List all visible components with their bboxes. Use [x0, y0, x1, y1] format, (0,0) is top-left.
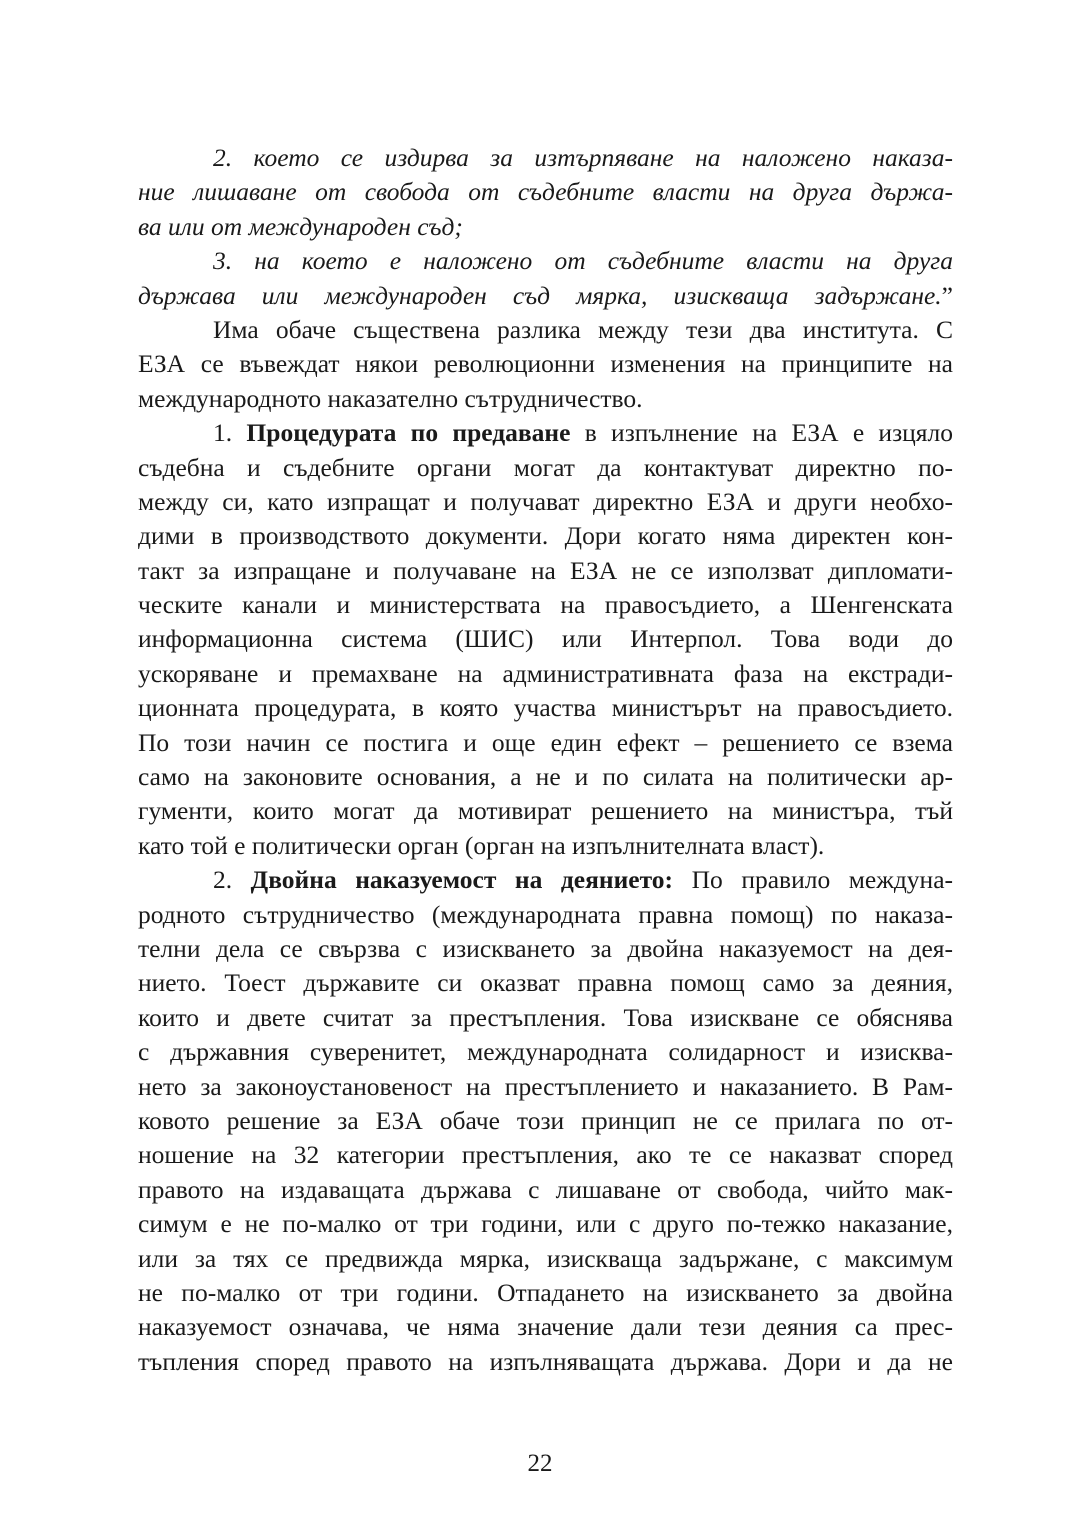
- line-text: ционната процедурата, в която участва министърът на правосъдието.: [138, 693, 953, 723]
- line-text: телни дела се свързва с изискването за двойна наказуемост на дея-: [138, 933, 953, 963]
- line-text: родното сътрудничество (международната правна помощ) по наказа-: [138, 899, 953, 929]
- line-text: ние лишаване от свобода от съдебните власти на друга държа-: [138, 177, 953, 207]
- text-line: [138, 863, 953, 897]
- line-text: или за тях се предвижда мярка, изискваща задържане, с максимум: [138, 1243, 953, 1273]
- text-line: [138, 932, 953, 966]
- line-text: гументи, които могат да мотивират решението на министъра, тъй: [138, 796, 953, 826]
- text-line: [138, 829, 953, 863]
- text-line: [138, 554, 953, 588]
- line-text: ношение на 32 категории престъпления, ако те се наказват според: [138, 1140, 953, 1170]
- line-text: правото на издаващата държава с лишаване от свобода, чийто мак-: [138, 1174, 953, 1204]
- text-line: [138, 691, 953, 725]
- line-text: ЕЗА се въвеждат някои революционни изменения на принципите на: [138, 349, 953, 379]
- item-number: 2.: [213, 865, 251, 895]
- text-line: [138, 898, 953, 932]
- line-text: наказуемост означава, че няма значение дали тези деяния са прес-: [138, 1312, 953, 1342]
- text-line: [138, 279, 953, 313]
- line-text: ческите канали и министерствата на правосъдието, а Шенгенската: [138, 590, 953, 620]
- bold-heading: Процедурата по предаване: [246, 418, 571, 448]
- line-text: информационна система (ШИС) или Интерпол. Това води до: [138, 624, 953, 654]
- text-line: [138, 519, 953, 553]
- text-line: [138, 1035, 953, 1069]
- text-line: [138, 1207, 953, 1241]
- text-line: [138, 622, 953, 656]
- text-line: [138, 1138, 953, 1172]
- text-line: [138, 1276, 953, 1310]
- line-text: тъпления според правото на изпълняващата държава. Дори и да не: [138, 1346, 953, 1376]
- line-text: международното наказателно сътрудничество.: [138, 383, 643, 413]
- text-line: [138, 1104, 953, 1138]
- text-line: [138, 210, 953, 244]
- text-line: [138, 382, 953, 416]
- line-text: Има обаче съществена разлика между тези два института. С: [213, 314, 953, 344]
- line-text: дими в производството документи. Дори когато няма директен кон-: [138, 521, 953, 551]
- text-line: [138, 141, 953, 175]
- text-line: [138, 657, 953, 691]
- text-line: [138, 244, 953, 278]
- text-line: [138, 313, 953, 347]
- text-line: [138, 1173, 953, 1207]
- line-text: държава или международен съд мярка, изискваща задържане.: [138, 280, 942, 310]
- line-text: нието. Тоест държавите си оказват правна помощ само за деяния,: [138, 968, 953, 998]
- line-text: като той е политически орган (орган на изпълнителната власт).: [138, 830, 825, 860]
- line-text: нето за законоустановеност на престъплението и наказанието. В Рам-: [138, 1071, 953, 1101]
- page-number: 22: [527, 1450, 553, 1477]
- line-text: По този начин се постига и още един ефект – решението се взема: [138, 727, 953, 757]
- text-line: [138, 760, 953, 794]
- line-text: симум е не по-малко от три години, или с друго по-тежко наказание,: [138, 1209, 953, 1239]
- line-text: 3. на което е наложено от съдебните власти на друга: [213, 246, 953, 276]
- closing-quote: ”: [941, 280, 953, 310]
- text-line: [138, 451, 953, 485]
- text-line: [138, 1345, 953, 1379]
- line-text: ковото решение за ЕЗА обаче този принцип не се прилага по от-: [138, 1105, 953, 1135]
- line-text: ва или от международен съд;: [138, 211, 463, 241]
- body-text: [138, 141, 953, 1379]
- text-line: [138, 175, 953, 209]
- text-line: [138, 1310, 953, 1344]
- item-number: 1.: [213, 418, 247, 448]
- text-line: [138, 347, 953, 381]
- text-line: [138, 416, 953, 450]
- text-line: [138, 1001, 953, 1035]
- text-line: [138, 1242, 953, 1276]
- line-text: съдебна и съдебните органи могат да контактуват директно по-: [138, 452, 953, 482]
- line-text: ускоряване и премахване на административната фаза на екстради-: [138, 658, 953, 688]
- line-text: такт за изпращане и получаване на ЕЗА не се използват дипломати-: [138, 555, 953, 585]
- text-line: [138, 485, 953, 519]
- text-line: [138, 588, 953, 622]
- text-line: [138, 1070, 953, 1104]
- bold-heading: Двойна наказуемост на деянието:: [250, 865, 674, 895]
- line-text: с държавния суверенитет, международната солидарност и изисква-: [138, 1037, 953, 1067]
- text-line: [138, 726, 953, 760]
- line-text: не по-малко от три години. Отпадането на изискването за двойна: [138, 1277, 953, 1307]
- text-line: [138, 794, 953, 828]
- line-text: само на законовите основания, а не и по силата на политически ар-: [138, 762, 953, 792]
- line-text: По правило междуна-: [673, 865, 953, 895]
- line-text: между си, като изпращат и получават директно ЕЗА и други необхо-: [138, 486, 953, 516]
- line-text: които и двете считат за престъпления. Това изискване се обяснява: [138, 1002, 953, 1032]
- line-text: в изпълнение на ЕЗА е изцяло: [570, 418, 953, 448]
- line-text: 2. което се издирва за изтърпяване на наложено наказа-: [213, 143, 953, 172]
- text-line: [138, 966, 953, 1000]
